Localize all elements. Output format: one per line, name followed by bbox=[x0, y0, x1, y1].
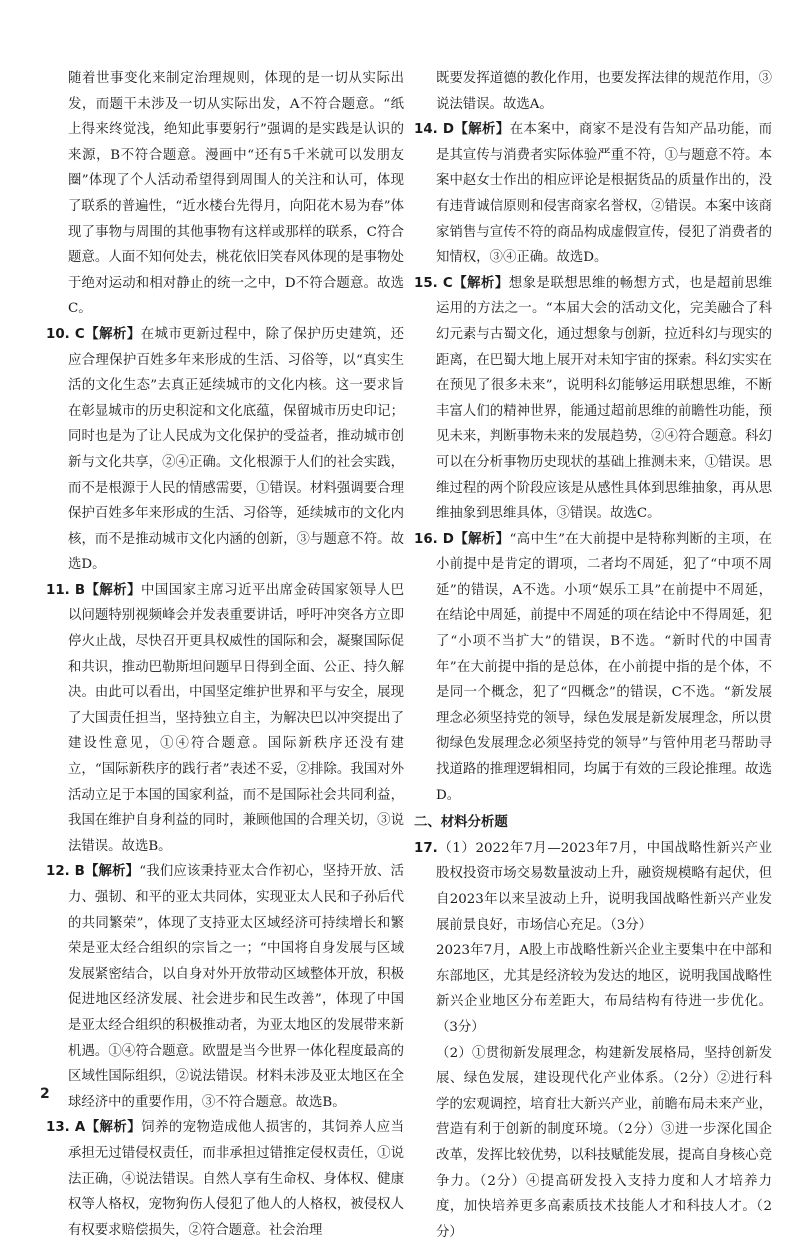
answer-q13 bbox=[46, 1115, 404, 1243]
answer-q10 bbox=[46, 322, 404, 578]
q11-number: 11. B bbox=[46, 582, 86, 598]
q14-number: 14. D bbox=[414, 122, 454, 138]
q12-tag: 【解析】 bbox=[84, 864, 140, 880]
answer-q16 bbox=[414, 527, 772, 809]
q16-text: “高中生”在大前提中是特称判断的主项，在小前提中是肯定的谓项，二者均不周延，犯了“中项不周延”的错误，A不选。小项“娱乐工具”在前提中不周延，在结论中周延，前提中不周延的项在结论中不得周延，犯了“小项不当扩大”的错误，B不选。“新时代的中国青年”在大前提中指的是总体，在小前提中指的是个体，不是同一个概念，犯了“四概念”的错误，C不选。“新发展理念必须坚持党的领导，绿色发展是新发展理念，所以贯彻绿色发展理念必须坚持党的领导”与管仲用老马帮助寻找道路的推理逻辑相同，均属于有效的三段论推理。故选D。 bbox=[436, 531, 773, 803]
q14-tag: 【解析】 bbox=[453, 122, 510, 138]
answer-q17-part1b: 2023年7月，A股上市战略性新兴企业主要集中在中部和东部地区，尤其是经济较为发达的地区，说明我国战略性新兴企业地区分布差距大，布局结构有待进一步优化。（3分） bbox=[436, 943, 772, 1035]
answer-q17-part2: （2）①贯彻新发展理念，构建新发展格局，坚持创新发展、绿色发展，建设现代化产业体系。（2分）②进行科学的宏观调控，培育壮大新兴产业，前瞻布局未来产业，营造有利于创新的制度环境。（2分）③进一步深化国企改革，发挥比较优势，以科技赋能发展，提高自身核心竞争力。（2分）④提高研发投入支持力度和人才培养力度，加快培养更多高素质技术技能人才和科技人才。（2分） bbox=[436, 1045, 772, 1240]
q17-number: 17. bbox=[414, 840, 438, 856]
answer-q11 bbox=[46, 578, 404, 860]
q16-tag: 【解析】 bbox=[453, 531, 510, 547]
q12-number: 12. B bbox=[46, 864, 85, 880]
answer-q15 bbox=[414, 271, 772, 527]
q16-number: 16. D bbox=[414, 531, 454, 547]
section-title: 二、材料分析题 bbox=[414, 815, 508, 831]
q13-continuation: 既要发挥道德的教化作用，也要发挥法律的规范作用，③说法错误。故选A。 bbox=[436, 71, 772, 112]
q10-tag: 【解析】 bbox=[84, 326, 141, 342]
q13-tag: 【解析】 bbox=[85, 1120, 142, 1136]
q14-text: 在本案中，商家不是没有告知产品功能，而是其宣传与消费者实际体验严重不符，①与题意不符。本案中赵女士作出的相应评论是根据货品的质量作出的，没有违背诚信原则和侵害商家名誉权，②错误。本案中该商家销售与宣传不符的商品构成虚假宣传，侵犯了消费者的知情权，③④正确。故选D。 bbox=[436, 122, 773, 266]
right-column bbox=[414, 66, 772, 1245]
page-number: 2 bbox=[40, 1086, 50, 1102]
q10-number: 10. C bbox=[46, 326, 85, 342]
q17-part1-text: （1）2022年7月—2023年7月，中国战略性新兴产业股权投资市场交易数量波动上升，融资规模略有起伏，但自2023年以来呈波动上升，说明我国战略性新兴产业发展前景良好，市场信心充足。（3分） bbox=[436, 840, 772, 933]
answer-q14 bbox=[414, 117, 772, 271]
q13-text: 饲养的宠物造成他人损害的，其饲养人应当承担无过错侵权责任，而非承担过错推定侵权责任，①说法正确，④说法错误。自然人享有生命权、身体权、健康权等人格权，宠物狗伤人侵犯了他人的人格权，被侵权人有权要求赔偿损失，②符合题意。社会治理 bbox=[68, 1120, 405, 1238]
q15-tag: 【解析】 bbox=[452, 275, 509, 291]
q13-number: 13. A bbox=[46, 1120, 86, 1136]
q12-text: “我们应该秉持亚太合作初心，坚持开放、活力、强韧、和平的亚太共同体，实现亚太人民和子孙后代的共同繁荣”，体现了支持亚太区域经济可持续增长和繁荣是亚太经合组织的宗旨之一；“中国将自身发展与区域发展紧密结合，以自身对外开放带动区域整体开放，积极促进地区经济发展、社会进步和民生改善”，体现了中国是亚太经合组织的积极推动者，为亚太地区的发展带来新机遇。①④符合题意。欧盟是当今世界一体化程度最高的区域性国际组织，②说法错误。材料未涉及亚太地区在全球经济中的重要作用，③不符合题意。故选B。 bbox=[68, 864, 404, 1110]
q15-text: 想象是联想思维的畅想方式，也是超前思维运用的方法之一。“本届大会的活动文化，完美融合了科幻元素与古蜀文化，通过想象与创新，拉近科幻与现实的距离，在巴蜀大地上展开对未知宇宙的探索。科幻实实在在预见了很多未来”，说明科幻能够运用联想思维，不断丰富人们的精神世界，能通过超前思维的前瞻性功能，预见未来，判断事物未来的发展趋势，②④符合题意。科幻可以在分析事物历史现状的基础上推测未来，①错误。思维过程的两个阶段应该是从感性具体到思维抽象，再从思维抽象到思维具体，③错误。故选C。 bbox=[436, 275, 773, 522]
q10-text: 在城市更新过程中，除了保护历史建筑，还应合理保护百姓多年来形成的生活、习俗等，以“真实生活的文化生态”去真正延续城市的文化内核。这一要求旨在彰显城市的历史积淀和文化底蕴，保留城市历史印记；同时也是为了让人民成为文化保护的受益者，推动城市创新与文化共享，②④正确。文化根源于人们的社会实践，而不是根源于人民的情感需要，①错误。材料强调要合理保护百姓多年来形成的生活、习俗等，延续城市的文化内核，而不是推动城市文化内涵的创新，③与题意不符。故选D。 bbox=[68, 326, 405, 573]
q11-text: 中国国家主席习近平出席金砖国家领导人巴以问题特别视频峰会并发表重要讲话，呼吁冲突各方立即停火止战，尽快召开更具权威性的国际和会，凝聚国际促和共识，推动巴勒斯坦问题早日得到全面、公正、持久解决。由此可以看出，中国坚定维护世界和平与安全，展现了大国责任担当，坚持独立自主，为解决巴以冲突提出了建设性意见，①④符合题意。国际新秩序还没有建立，“国际新秩序的践行者”表述不妥，②排除。我国对外活动立足于本国的国家利益，而不是国际社会共同利益，我国在维护自身利益的同时，兼顾他国的合理关切，③说法错误。故选B。 bbox=[68, 582, 405, 854]
left-column bbox=[46, 66, 404, 1243]
q9-continuation: 随着世事变化来制定治理规则，体现的是一切从实际出发，而题干未涉及一切从实际出发，A不符合题意。“纸上得来终觉浅，绝知此事要躬行”强调的是实践是认识的来源，B不符合题意。漫画中“还有5千米就可以发朋友圈”体现了个人活动希望得到周围人的关注和认可，体现了联系的普遍性，“近水楼台先得月，向阳花木易为春”体现了事物与周围的其他事物有这样或那样的联系，C符合题意。人面不知何处去，桃花依旧笑春风体现的是事物处于绝对运动和相对静止的统一之中，D不符合题意。故选C。 bbox=[68, 71, 404, 317]
q15-number: 15. C bbox=[414, 275, 453, 291]
answer-q12 bbox=[46, 859, 404, 1115]
answer-q17-part1 bbox=[414, 836, 772, 938]
q11-tag: 【解析】 bbox=[85, 582, 142, 598]
